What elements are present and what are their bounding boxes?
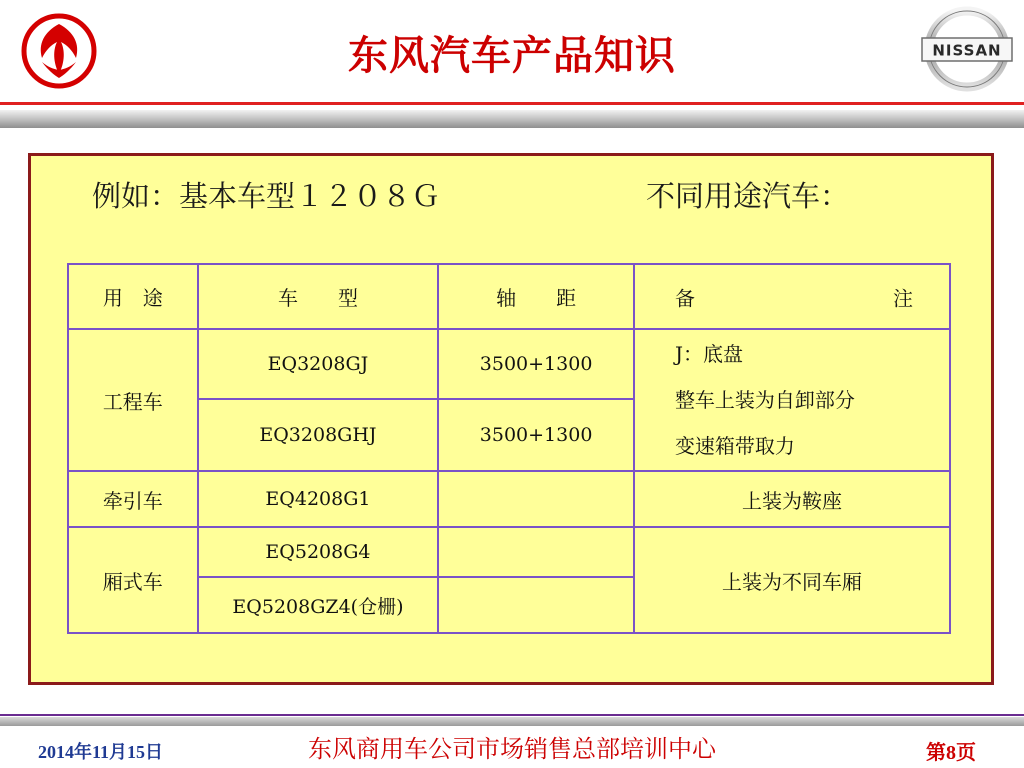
cell-use: 牵引车 xyxy=(68,471,198,527)
nissan-logo-text: NISSAN xyxy=(932,41,1002,60)
cell-use: 厢式车 xyxy=(68,527,198,633)
footer-divider-gray xyxy=(0,717,1024,726)
purpose-label: 不同用途汽车： xyxy=(646,179,850,213)
header-wheelbase: 轴 距 xyxy=(438,264,634,329)
footer-divider-purple xyxy=(0,714,1024,716)
page-number: 第8页 xyxy=(926,742,976,764)
cell-notes: 上装为鞍座 xyxy=(634,471,950,527)
note-line: 变速箱带取力 xyxy=(674,434,795,458)
header-notes-left: 备 xyxy=(674,286,695,310)
header-notes xyxy=(634,264,950,329)
footer-organization: 东风商用车公司市场销售总部培训中心 xyxy=(308,735,716,763)
header-divider-red xyxy=(0,102,1024,105)
table-row xyxy=(68,527,950,577)
table-row xyxy=(68,329,950,399)
cell-wheelbase xyxy=(438,471,634,527)
table-header-row xyxy=(68,264,950,329)
cell-use: 工程车 xyxy=(68,329,198,471)
page-title: 东风汽车产品知识 xyxy=(348,33,676,79)
table-row xyxy=(68,471,950,527)
header-model: 车 型 xyxy=(198,264,439,329)
nissan-logo xyxy=(918,5,1016,93)
cell-wheelbase xyxy=(438,527,634,577)
cell-model: EQ3208GJ xyxy=(198,329,439,399)
cell-notes xyxy=(634,329,950,471)
cell-wheelbase: 3500+1300 xyxy=(438,399,634,471)
footer-date: 2014年11月15日 xyxy=(38,742,164,762)
cell-model: EQ5208GZ4(仓栅) xyxy=(198,577,439,633)
note-line: 整车上装为自卸部分 xyxy=(674,388,855,412)
header-divider-gray xyxy=(0,110,1024,128)
cell-model: EQ5208G4 xyxy=(198,527,439,577)
cell-notes: 上装为不同车厢 xyxy=(634,527,950,633)
header-notes-right: 注 xyxy=(893,286,913,310)
note-line: J：底盘 xyxy=(674,342,743,366)
vehicle-table xyxy=(67,263,951,634)
example-label: 例如：基本车型１２０８Ｇ xyxy=(92,179,441,213)
header-use: 用 途 xyxy=(68,264,198,329)
cell-model: EQ3208GHJ xyxy=(198,399,439,471)
cell-model: EQ4208G1 xyxy=(198,471,439,527)
cell-wheelbase xyxy=(438,577,634,633)
cell-wheelbase: 3500+1300 xyxy=(438,329,634,399)
